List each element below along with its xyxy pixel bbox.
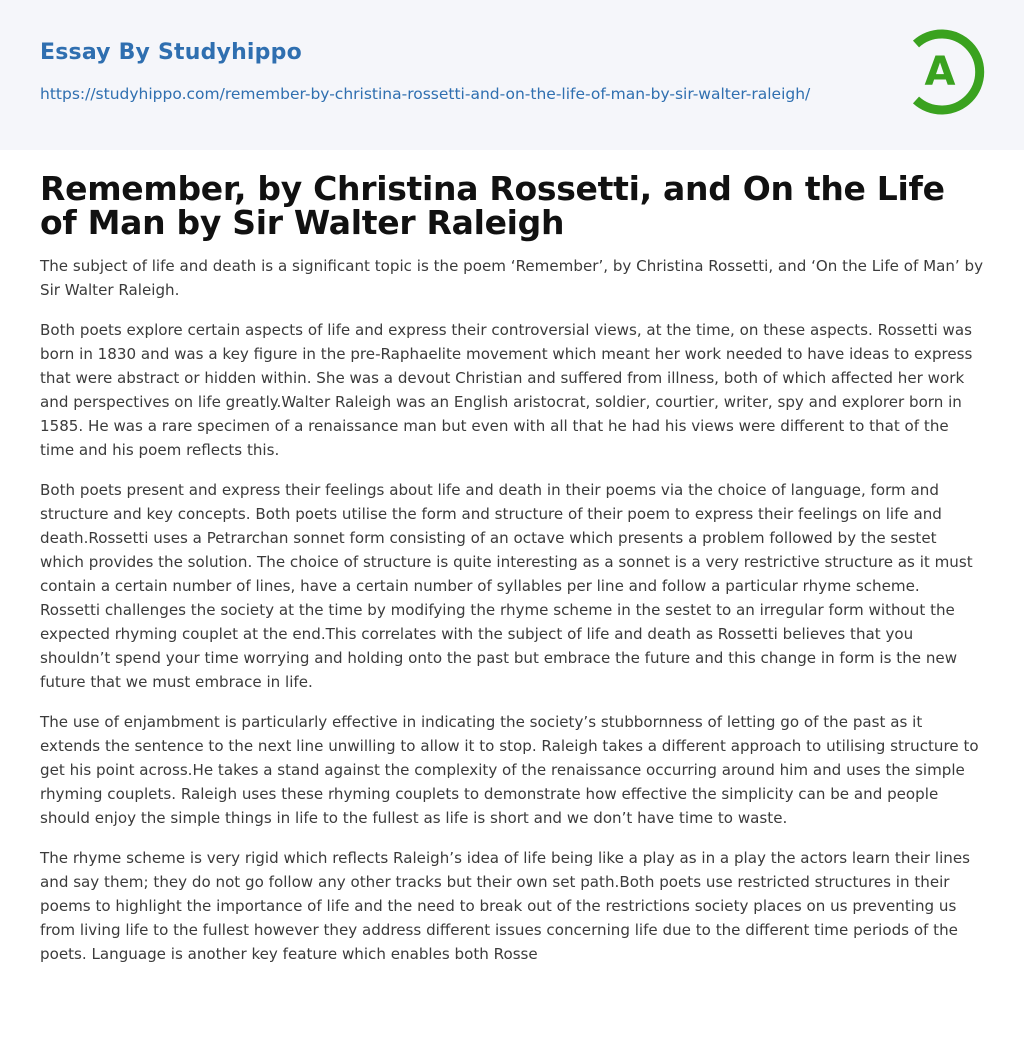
source-url-link[interactable]: https://studyhippo.com/remember-by-christina-rossetti-and-on-the-life-of-man-by-sir-walter-raleigh/ [40,85,811,103]
page-title: Remember, by Christina Rossetti, and On the Life of Man by Sir Walter Raleigh [40,169,945,242]
studyhippo-logo-icon[interactable] [904,28,988,116]
site-brand[interactable]: Essay By Studyhippo [40,40,302,65]
paragraph-1: The subject of life and death is a significant topic is the poem ‘Remember’, by Christina Rossetti, and ‘On the Life of Man’ by Sir Walter Raleigh. [40,257,984,299]
site-header [0,0,1024,150]
logo-letter: A [924,49,956,95]
paragraph-4: The use of enjambment is particularly effective in indicating the society’s stubbornness of letting go of the past as it extends the sentence to the next line unwilling to allow it to stop. Raleigh takes a different approach to utilising structure to get his point across.He takes a stand against the complexity of the renaissance occurring around him and uses the simple rhyming couplets. Raleigh uses these rhyming couplets to demonstrate how effective the simplicity can be and people should enjoy the simple things in life to the fullest as life is short and we don’t have time to waste. [40,713,979,827]
paragraph-3: Both poets present and express their feelings about life and death in their poems via the choice of language, form and structure and key concepts. Both poets utilise the form and structure of their poem to express their feelings on life and death.Rossetti uses a Petrarchan sonnet form consisting of an octave which presents a problem followed by the sestet which provides the solution. The choice of structure is quite interesting as a sonnet is a very restrictive structure as it must contain a certain number of lines, have a certain number of syllables per line and follow a particular rhyme scheme. Rossetti challenges the society at the time by modifying the rhyme scheme in the sestet to an irregular form without the expected rhyming couplet at the end.This correlates with the subject of life and death as Rossetti believes that you shouldn’t spend your time worrying and holding onto the past but embrace the future and this change in form is the new future that we must embrace in life. [40,481,973,691]
paragraph-5: The rhyme scheme is very rigid which reflects Raleigh’s idea of life being like a play as in a play the actors learn their lines and say them; they do not go follow any other tracks but their own set path.Both poets use restricted structures in their poems to highlight the importance of life and the need to break out of the restrictions society places on us preventing us from living life to the fullest however they address different issues concerning life due to the different time periods of the poets. Language is another key feature which enables both Rosse [40,849,970,963]
paragraph-2: Both poets explore certain aspects of life and express their controversial views, at the time, on these aspects. Rossetti was born in 1830 and was a key figure in the pre-Raphaelite movement which meant her work needed to have ideas to express that were abstract or hidden within. She was a devout Christian and suffered from illness, both of which affected her work and perspectives on life greatly.Walter Raleigh was an English aristocrat, soldier, courtier, writer, spy and explorer born in 1585. He was a rare specimen of a renaissance man but even with all that he had his views were different to that of the time and his poem reflects this. [40,321,973,459]
article [0,169,1024,966]
